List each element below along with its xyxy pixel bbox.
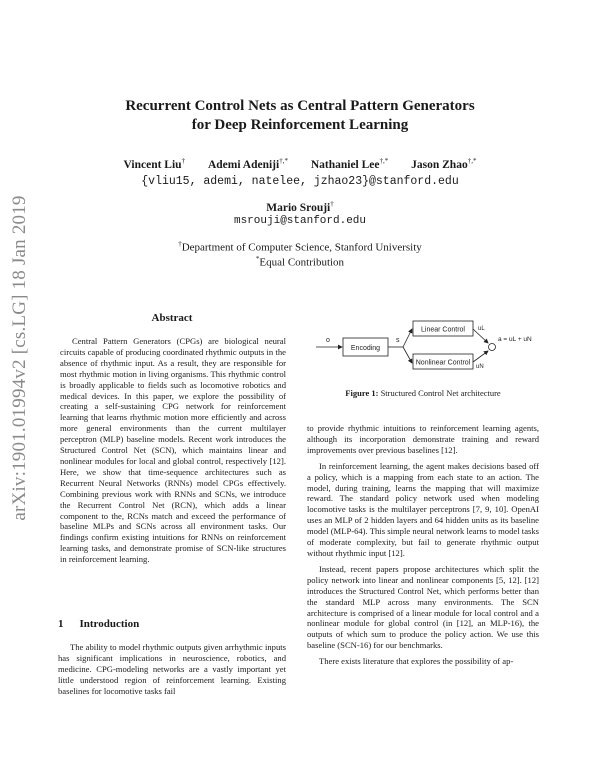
sum-output-label: a = uL + uN	[498, 336, 532, 343]
abstract-paragraph: Central Pattern Generators (CPGs) are biological neural circuits capable of producing coordinated rhythmic outputs in the absence of rhythmic input. As a result, they are responsible for most rhythmic motion in living organisms. This rhythmic control is broadly applicable to fields such as locomotive robotics and medical devices. In this paper, we explore the possibility of creating a self-sustaining CPG network for reinforcement learning that learns rhythmic motion more efficiently and across more general environments than the current multilayer perceptron (MLP) baseline models. Recent work introduces the Structured Control Net (SCN), which maintains linear and nonlinear modules for local and global control, respectively [12]. Here, we show that time-sequence architectures such as Recurrent Neural Networks (RNNs) model CPGs effectively. Combining previous work with RNNs and SCNs, we introduce the Recurrent Control Net (RCN), which adds a linear component to the, RCNs match and exceed the performance of baseline MLPs and SCNs across all environment tasks. Our findings confirm existing intuitions for RNNs on reinforcement learning tasks, and demonstrate promise of SCN-like structures in reinforcement learning.	[60, 336, 286, 565]
branch-nonlinear-arrow	[403, 347, 412, 363]
author: Vincent Liu†	[123, 157, 186, 171]
title-line-2: for Deep Reinforcement Learning	[191, 117, 409, 133]
author: Jason Zhao†,*	[411, 157, 477, 171]
uN-label: uN	[476, 364, 484, 370]
affiliation: †Department of Computer Science, Stanford University	[178, 240, 422, 254]
nonlinear-control-label: Nonlinear Control	[415, 359, 471, 367]
encoding-label: Encoding	[350, 345, 381, 352]
branch-linear-arrow	[403, 329, 412, 347]
title-line-1: Recurrent Control Nets as Central Pattern Generators	[125, 98, 475, 114]
architecture-diagram	[308, 318, 540, 374]
uN-arrow	[473, 351, 488, 362]
second-author-email: msrouji@stanford.edu	[233, 215, 367, 227]
equal-contribution-note: *Equal Contribution	[255, 255, 345, 269]
figure-caption: Figure 1: Structured Control Net architecture	[345, 388, 501, 398]
introduction-body	[58, 642, 286, 697]
paragraph: to provide rhythmic intuitions to reinforcement learning agents, although its incorporation demonstrate training and reward improvements over previous baselines [12].	[307, 423, 539, 455]
second-author: Mario Srouji†	[266, 200, 334, 214]
paper-title	[0, 97, 600, 135]
author: Nathaniel Lee†,*	[310, 157, 389, 171]
input-label: o	[326, 337, 330, 344]
figure-structured-control-net	[308, 318, 540, 374]
author-list	[0, 157, 600, 171]
uL-label: uL	[478, 326, 485, 332]
author-emails: {vliu15, ademi, natelee, jzhao23}@stanford.edu	[141, 175, 459, 188]
s-label: s	[396, 337, 400, 344]
right-column-body	[307, 423, 539, 667]
linear-control-label: Linear Control	[421, 326, 465, 334]
sum-node	[489, 344, 496, 351]
arxiv-identifier: arXiv:1901.01994v2 [cs.LG] 18 Jan 2019	[9, 195, 30, 521]
paragraph: There exists literature that explores the possibility of ap-	[319, 656, 514, 667]
paragraph: In reinforcement learning, the agent makes decisions based off a policy, which is a mapping from each state to an action. The model, during training, learns the mapping that will maximize reward. The standard policy network used when modeling locomotive tasks is the multilayer perceptrons [7, 9, 10]. OpenAI uses an MLP of 2 hidden layers and 64 hidden units as its baseline model (MLP-64). This simple neural network learns to model tasks of moderate complexity, but fail to generate rhythmic output without rhythmic input [12].	[307, 460, 539, 558]
author: Ademi Adeniji†,*	[207, 157, 288, 171]
paragraph: Instead, recent papers propose architectures which split the policy network into linear and nonlinear components [5, 12]. [12] introduces the Structured Control Net, which performs better than the standard MLP across many environments. The SCN architecture is comprised of a linear module for local control and a nonlinear module for global control (in [12], an MLP-16), the outputs of which sum to produce the policy action. We use this baseline (SCN-16) for our benchmarks.	[307, 563, 539, 651]
abstract-body	[60, 336, 286, 565]
introduction-paragraph: The ability to model rhythmic outputs given arrhythmic inputs has significant implications in neuroscience, robotics, and medicine. CPG-modeling networks are a vastly important yet little understood region of reinforcement learning. Existing baselines for locomotive tasks fail	[58, 642, 286, 696]
section-heading-introduction: 1 Introduction	[58, 618, 140, 630]
abstract-heading: Abstract	[151, 312, 193, 324]
